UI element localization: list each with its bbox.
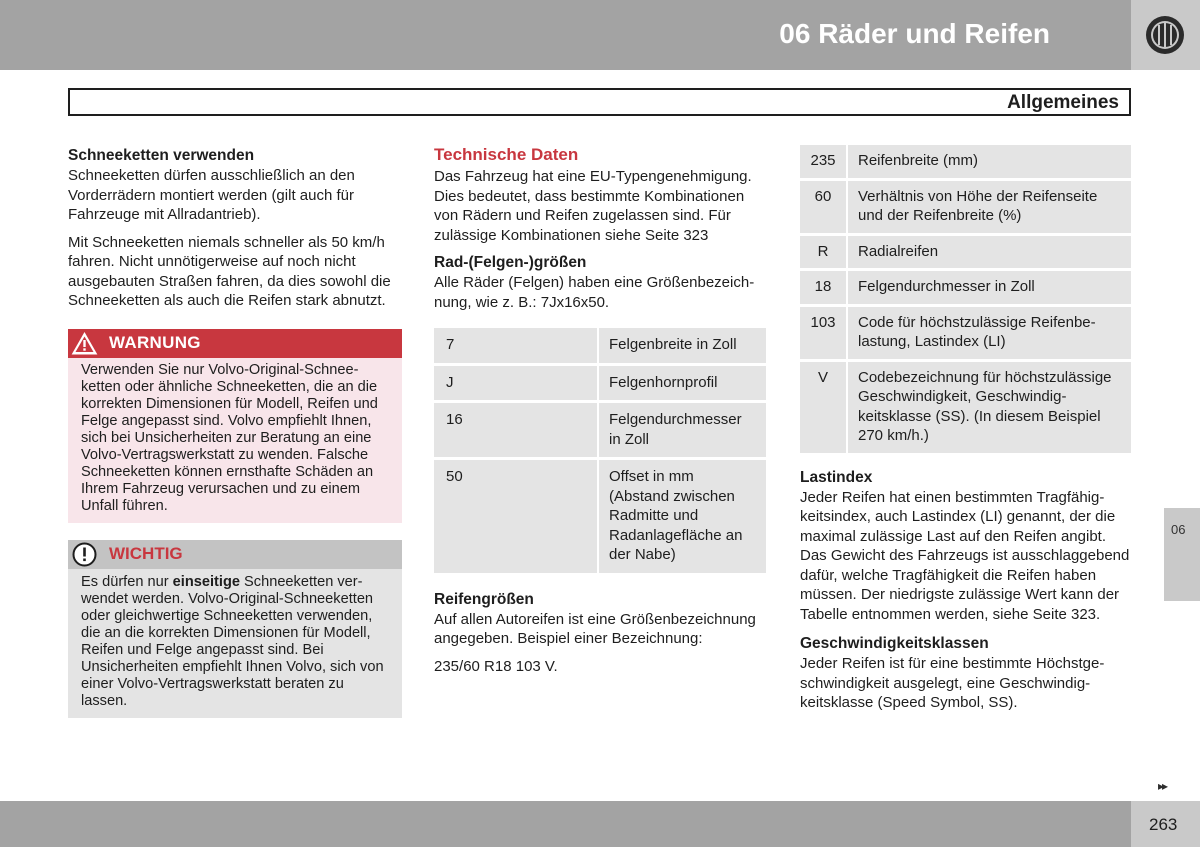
table-cell-value: Reifenbreite (mm) [848, 145, 1131, 178]
technical-data-heading: Technische Daten [434, 145, 579, 164]
table-row [434, 366, 766, 401]
rim-size-table [434, 325, 766, 576]
rim-sizes-text: Alle Räder (Felgen) haben eine Größenbezeichnung, wie z. B.: 7Jx16x50. [434, 274, 755, 311]
rim-sizes-heading: Rad-(Felgen-)größen [434, 254, 587, 271]
chapter-icon-box [1131, 0, 1200, 70]
tyre-sizes-heading: Reifengrößen [434, 590, 534, 608]
table-row [800, 271, 1131, 304]
table-cell-value: Radialreifen [848, 236, 1131, 269]
tyre-sizes-text: Auf allen Autoreifen ist eine Größenbezeichnung angegeben. Beispiel einer Bezeichnung: [434, 610, 756, 647]
snow-chains-para-2: Mit Schneeketten niemals schneller als 50 km/h fahren. Nicht unnötigerweise auf noch nicht ausgebauten Straßen fahren, da dies sowohl die Schneeketten als auch die Reifen stark abnutzt. [68, 233, 391, 309]
table-row [800, 362, 1131, 453]
table-row [800, 145, 1131, 178]
column-1 [68, 146, 402, 718]
table-cell-value: Felgendurchmesser in Zoll [848, 271, 1131, 304]
table-cell-value: Code für höchstzulässige Reifenbelastung, Lastindex (LI) [848, 307, 1131, 359]
chapter-tab [1164, 508, 1200, 601]
chapter-tab-label: 06 [1171, 522, 1186, 537]
exclamation-circle-icon [72, 542, 97, 567]
warning-label: WARNUNG [109, 332, 201, 352]
continue-arrows-icon: ▸▸ [1158, 779, 1167, 793]
table-row [800, 236, 1131, 269]
table-row [800, 181, 1131, 233]
table-cell-key: 50 [434, 460, 599, 573]
snow-chains-para-1: Schneeketten dürfen ausschließlich an den Vorderrädern montiert werden (gilt auch für Fahrzeuge mit Allradantrieb). [68, 167, 355, 223]
page-number-box [1131, 801, 1200, 847]
load-index-text: Jeder Reifen hat einen bestimmten Tragfähigkeitsindex, auch Lastindex (LI) genannt, der die maximal zulässige Last auf den Reifen angibt. Das Gewicht des Fahrzeugs ist ausschlaggebend dafür, welche Tragfähigkeit die Reifen haben müssen. Der niedrigste zulässige Wert kann der Tabelle entnommen werden, siehe Seite 323. [800, 488, 1130, 623]
page-number: 263 [1149, 815, 1178, 834]
tyre-size-example: 235/60 R18 103 V. [434, 657, 558, 675]
important-label: WICHTIG [109, 543, 183, 563]
table-cell-key: 235 [800, 145, 848, 178]
section-title: Allgemeines [1007, 92, 1119, 113]
table-cell-key: 18 [800, 271, 848, 304]
table-row [434, 328, 766, 363]
table-cell-value: Offset in mm (Abstand zwischen Radmitte und Radanlagefläche an der Nabe) [599, 460, 766, 573]
table-cell-value: Felgendurchmesser in Zoll [599, 403, 766, 457]
table-cell-key: V [800, 362, 848, 453]
important-text-bold: einseitige [172, 573, 240, 590]
table-cell-value: Codebezeichnung für höchstzulässige Geschwindigkeit, Geschwindigkeitsklasse (SS). (In diesem Beispiel 270 km/h.) [848, 362, 1131, 453]
important-header [68, 540, 402, 569]
table-cell-key: 103 [800, 307, 848, 359]
table-cell-key: 7 [434, 328, 599, 363]
important-text [68, 569, 402, 718]
tyre-designation-table [800, 142, 1131, 456]
warning-box [68, 329, 402, 523]
table-cell-value: Felgenbreite in Zoll [599, 328, 766, 363]
column-3 [800, 145, 1131, 721]
warning-header [68, 329, 402, 358]
chapter-title: 06 Räder und Reifen [779, 18, 1050, 49]
table-row [434, 403, 766, 457]
important-text-part: Schneeketten verwendet werden. Volvo-Original-Schneeketten oder gleichwertige Schneeketten verwenden, die an die korrekten Dimensionen für Modell, Reifen und Felge angepasst sind. Bei Unsicherheiten empfiehlt Ihnen Volvo, sich von einer Volvo-Vertragswerkstatt beraten zu lassen. [81, 573, 384, 709]
load-index-heading: Lastindex [800, 468, 873, 486]
footer-bar [0, 801, 1131, 847]
table-cell-key: 60 [800, 181, 848, 233]
table-cell-value: Verhältnis von Höhe der Reifenseite und der Reifenbreite (%) [848, 181, 1131, 233]
snow-chains-heading: Schneeketten verwenden [68, 147, 255, 164]
important-box [68, 540, 402, 718]
table-row [434, 460, 766, 573]
column-2 [434, 145, 766, 684]
tyre-icon [1143, 13, 1187, 57]
table-row [800, 307, 1131, 359]
table-cell-value: Felgenhornprofil [599, 366, 766, 401]
warning-triangle-icon [71, 331, 98, 356]
table-cell-key: J [434, 366, 599, 401]
important-text-part: Es dürfen nur [81, 573, 173, 590]
section-header-box [68, 88, 1131, 116]
table-cell-key: R [800, 236, 848, 269]
header-bar [0, 0, 1131, 70]
table-cell-key: 16 [434, 403, 599, 457]
speed-class-heading: Geschwindigkeitsklassen [800, 635, 989, 652]
speed-class-text: Jeder Reifen ist für eine bestimmte Höchstgeschwindigkeit ausgelegt, eine Geschwindigkeitsklasse (Speed Symbol, SS). [800, 655, 1105, 711]
technical-data-para: Das Fahrzeug hat eine EU-Typengenehmigung. Dies bedeutet, dass bestimmte Kombinationen von Rädern und Reifen zugelassen sind. Für zulässige Kombinationen siehe Seite 323 [434, 168, 752, 244]
warning-text: Verwenden Sie nur Volvo-Original-Schneeketten oder ähnliche Schneeketten, die an die korrekten Dimensionen für Modell, Reifen und Felge angepasst sind. Volvo empfiehlt Ihnen, sich bei Unsicherheiten zur Beratung an eine Volvo-Vertragswerkstatt zu wenden. Falsche Schneeketten können ernsthafte Schäden an Ihrem Fahrzeug verursachen und zu einem Unfall führen. [81, 361, 378, 514]
